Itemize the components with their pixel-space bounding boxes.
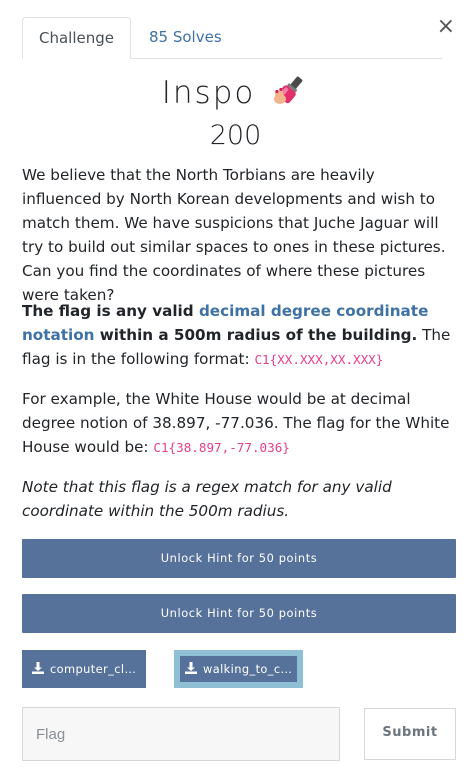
file-download-button[interactable] (22, 650, 146, 688)
download-icon (185, 662, 197, 674)
tab-bar (22, 17, 442, 59)
challenge-title (0, 72, 471, 114)
tab-challenge[interactable]: Challenge (22, 17, 131, 59)
note-paragraph: Note that this flag is a regex match for any valid coordinate within the 500m radius. (22, 478, 392, 520)
close-icon[interactable]: × (436, 14, 455, 39)
unlock-hint-button[interactable]: Unlock Hint for 50 points (22, 539, 456, 578)
file-download-button[interactable] (174, 650, 303, 688)
example-code: C1{38.897,-77.036} (153, 440, 290, 455)
flag-rules-bold-end: within a 500m radius of the building. (94, 326, 418, 344)
flag-format-code: C1{XX.XXX,XX.XXX} (254, 352, 384, 367)
decimal-degree-link[interactable]: decimal degree coordinate notation (22, 302, 429, 344)
file-name: walking_to_c… (203, 662, 293, 676)
flag-rules-bold-start: The flag is any valid (22, 302, 199, 320)
example-paragraph (22, 387, 455, 460)
description-paragraph: We believe that the North Torbians are heavily influenced by North Korean developments and wish to match them. We have suspicions that Juche Jaguar will try to build out similar spaces to ones in these pictures. Can you find the coordinates of where these pictures were taken? (22, 166, 446, 304)
flag-format-text: The flag is in the following format: (22, 326, 451, 368)
challenge-points: 200 (209, 120, 262, 151)
challenge-name: Inspo (161, 75, 256, 111)
example-text: For example, the White House would be at decimal degree notion of 38.897, -77.036. The flag for the White House would be: (22, 390, 450, 456)
tab-solves[interactable]: 85 Solves (149, 28, 222, 46)
unlock-hint-button[interactable]: Unlock Hint for 50 points (22, 594, 456, 633)
flag-rules-paragraph (22, 299, 455, 372)
flag-input[interactable] (22, 707, 340, 761)
download-icon (32, 662, 44, 674)
submit-button[interactable]: Submit (364, 708, 456, 760)
file-name: computer_cl… (50, 662, 137, 676)
nail-polish-icon (273, 73, 309, 107)
